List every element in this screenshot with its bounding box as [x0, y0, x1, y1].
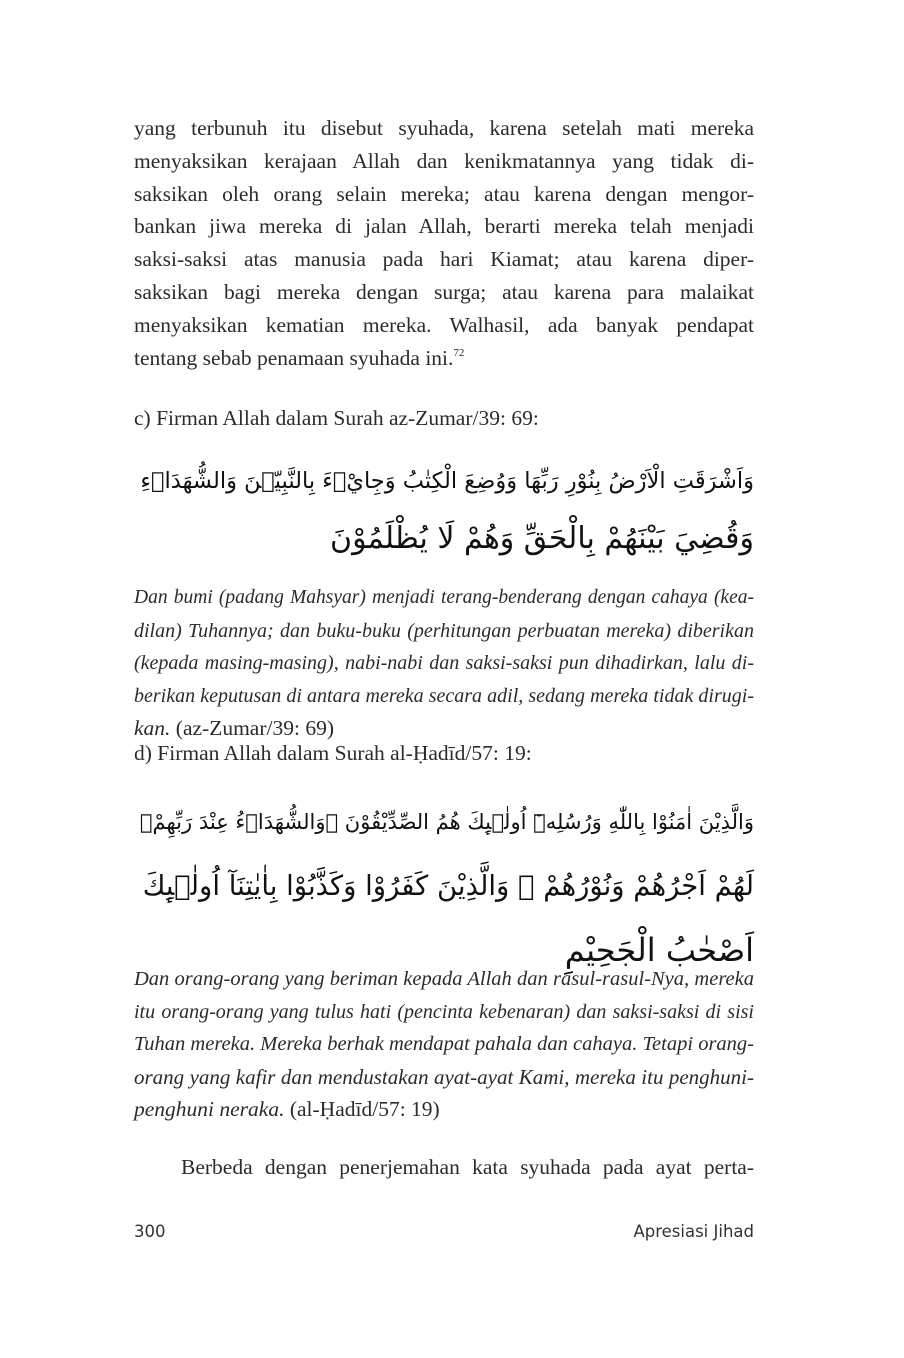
page-number: 300	[134, 1222, 166, 1241]
translation-line: itu orang-orang yang tulus hati (pencinta kebenaran) dan saksi-saksi di sisi	[134, 1000, 754, 1023]
paragraph-continuation	[134, 1151, 754, 1183]
section-c-label: c) Firman Allah dalam Surah az-Zumar/39: 69:	[134, 406, 539, 430]
paragraph-line: yang terbunuh itu disebut syuhada, karena setelah mati mereka	[134, 116, 754, 140]
translation-zumar	[134, 582, 754, 745]
translation-line-last	[134, 712, 754, 745]
paragraph-line: saksi-saksi atas manusia pada hari Kiamat; atau karena diper-	[134, 247, 754, 272]
translation-hadid	[134, 963, 754, 1126]
arabic-verse-zumar	[134, 452, 754, 568]
translation-line: berikan keputusan di antara mereka secara adil, sedang mereka tidak dirugi-	[134, 684, 754, 707]
paragraph-line: saksikan oleh orang selain mereka; atau karena dengan mengor-	[134, 181, 754, 206]
paragraph-line: Berbeda dengan penerjemahan kata syuhada pada ayat perta-	[181, 1155, 754, 1179]
translation-line: Dan orang-orang yang beriman kepada Allah dan rasul-rasul-Nya, mereka	[134, 968, 754, 990]
verse-citation: (al-Ḥadīd/57: 19)	[289, 1097, 440, 1121]
footnote-ref[interactable]: 72	[453, 346, 465, 359]
arabic-verse-line: لَهُمْ اَجْرُهُمْ وَنُوْرُهُمْ ۗ وَالَّذِيْنَ كَفَرُوْا وَكَذَّبُوْا بِاٰيٰتِنَآ اُولٰۤىِٕكَ	[142, 870, 754, 902]
translation-line: Dan bumi (padang Mahsyar) menjadi terang-benderang dengan cahaya (kea-	[134, 587, 754, 608]
verse-citation: (az-Zumar/39: 69)	[175, 716, 334, 740]
paragraph-body	[134, 112, 754, 374]
translation-line-last	[134, 1093, 754, 1126]
translation-line: Tuhan mereka. Mereka berhak mendapat pahala dan cahaya. Tetapi orang-	[134, 1033, 754, 1055]
arabic-verse-hadid	[134, 790, 754, 982]
paragraph-line: menyaksikan kerajaan Allah dan kenikmatannya yang tidak di-	[134, 148, 754, 173]
running-footer-title: Apresiasi Jihad	[633, 1222, 754, 1241]
paragraph-line: menyaksikan kematian mereka. Walhasil, ada banyak pendapat	[134, 312, 754, 337]
arabic-verse-line: وَالَّذِيْنَ اٰمَنُوْا بِاللّٰهِ وَرُسُلِهٖٓ اُولٰۤىِٕكَ هُمُ الصِّدِّيْقُوْنَ ۖوَالشُّهَدَاۤءُ عِنْدَ رَبِّهِمْۗ	[139, 810, 754, 834]
arabic-verse-line: وَقُضِيَ بَيْنَهُمْ بِالْحَقِّ وَهُمْ لَا يُظْلَمُوْنَ	[330, 521, 754, 556]
translation-line: (kepada masing-masing), nabi-nabi dan saksi-saksi pun dihadirkan, lalu di-	[134, 652, 754, 674]
translation-line-text: penghuni neraka.	[134, 1097, 285, 1121]
arabic-verse-line: اَصْحٰبُ الْجَحِيْمِ	[564, 931, 754, 969]
section-d-label: d) Firman Allah dalam Surah al-Ḥadīd/57: 19:	[134, 741, 532, 765]
paragraph-line: bankan jiwa mereka di jalan Allah, berarti mereka telah menjadi	[134, 214, 754, 239]
arabic-verse-line: وَاَشْرَقَتِ الْاَرْضُ بِنُوْرِ رَبِّهَا وَوُضِعَ الْكِتٰبُ وَجِايْۤءَ بِالنَّبِيّٖنَ وَالشُّهَدَاۤءِ	[140, 468, 754, 494]
paragraph-line: saksikan bagi mereka dengan surga; atau karena para malaikat	[134, 279, 754, 304]
paragraph-line-last	[134, 342, 754, 375]
paragraph-line-text: tentang sebab penamaan syuhada ini.	[134, 345, 454, 370]
translation-line-text: kan.	[134, 716, 171, 740]
translation-line: dilan) Tuhannya; dan buku-buku (perhitungan perbuatan mereka) diberikan	[134, 619, 754, 642]
translation-line: orang yang kafir dan mendustakan ayat-ayat Kami, mereka itu penghuni-	[134, 1064, 754, 1089]
